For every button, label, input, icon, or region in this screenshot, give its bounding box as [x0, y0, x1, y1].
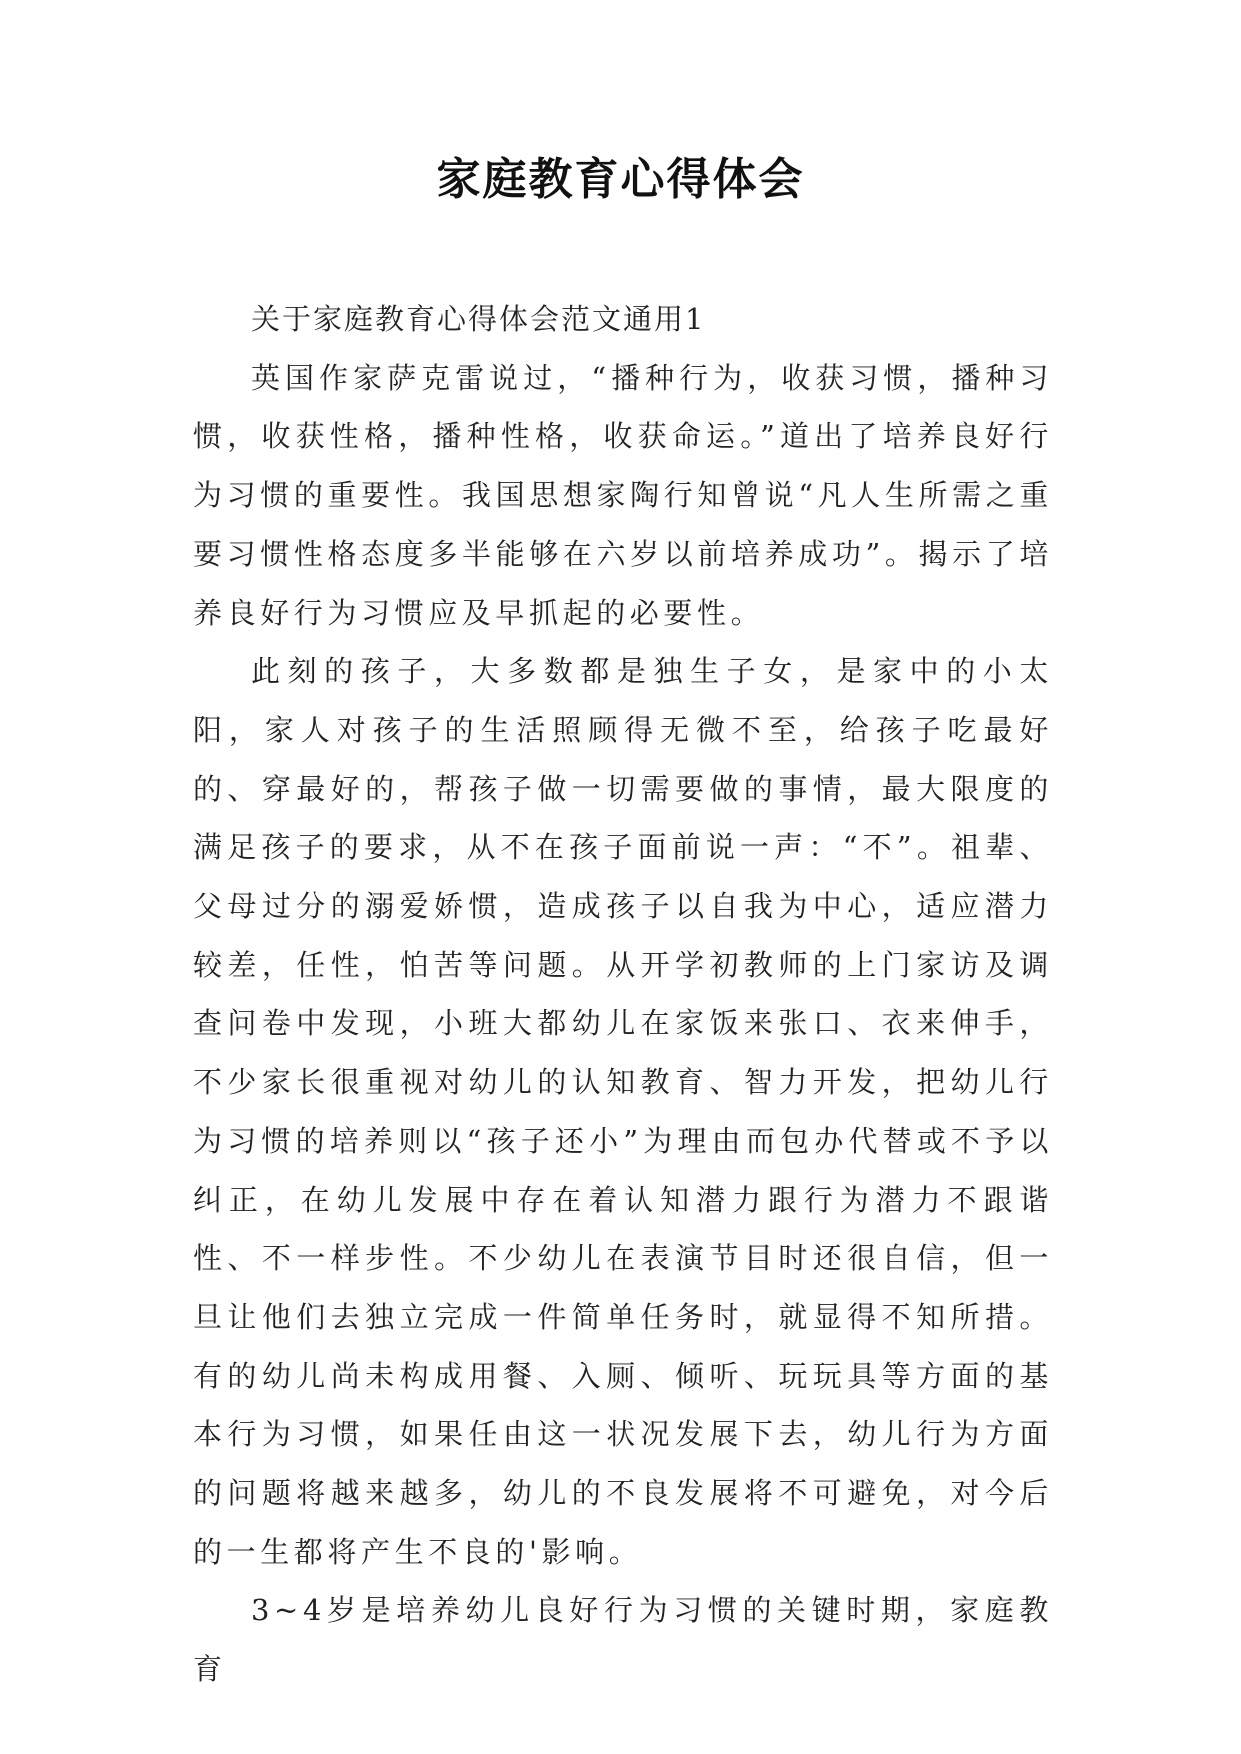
paragraph-1: 英国作家萨克雷说过，“播种行为，收获习惯，播种习惯，收获性格，播种性格，收获命运。”道出了培养良好行为习惯的重要性。我国思想家陶行知曾说“凡人生所需之重要习惯性格态度多半能够在六岁以前培养成功”。揭示了培养良好行为习惯应及早抓起的必要性。: [193, 360, 1053, 630]
document-body: [193, 290, 1053, 1699]
document-subtitle: 关于家庭教育心得体会范文通用1: [251, 302, 706, 336]
paragraph-2: 此刻的孩子，大多数都是独生子女，是家中的小太阳，家人对孩子的生活照顾得无微不至，给孩子吃最好的、穿最好的，帮孩子做一切需要做的事情，最大限度的满足孩子的要求，从不在孩子面前说一声：“不”。祖辈、父母过分的溺爱娇惯，造成孩子以自我为中心，适应潜力较差，任性，怕苦等问题。从开学初教师的上门家访及调查问卷中发现，小班大都幼儿在家饭来张口、衣来伸手，不少家长很重视对幼儿的认知教育、智力开发，把幼儿行为习惯的培养则以“孩子还小”为理由而包办代替或不予以纠正，在幼儿发展中存在着认知潜力跟行为潜力不跟谐性、不一样步性。不少幼儿在表演节目时还很自信，但一旦让他们去独立完成一件简单任务时，就显得不知所措。有的幼儿尚未构成用餐、入厕、倾听、玩玩具等方面的基本行为习惯，如果任由这一状况发展下去，幼儿行为方面的问题将越来越多，幼儿的不良发展将不可避免，对今后的一生都将产生不良的'影响。: [193, 654, 1053, 1569]
paragraph-3: 3~4岁是培养幼儿良好行为习惯的关键时期，家庭教育: [193, 1593, 1053, 1687]
document-title: 家庭教育心得体会: [436, 154, 805, 205]
